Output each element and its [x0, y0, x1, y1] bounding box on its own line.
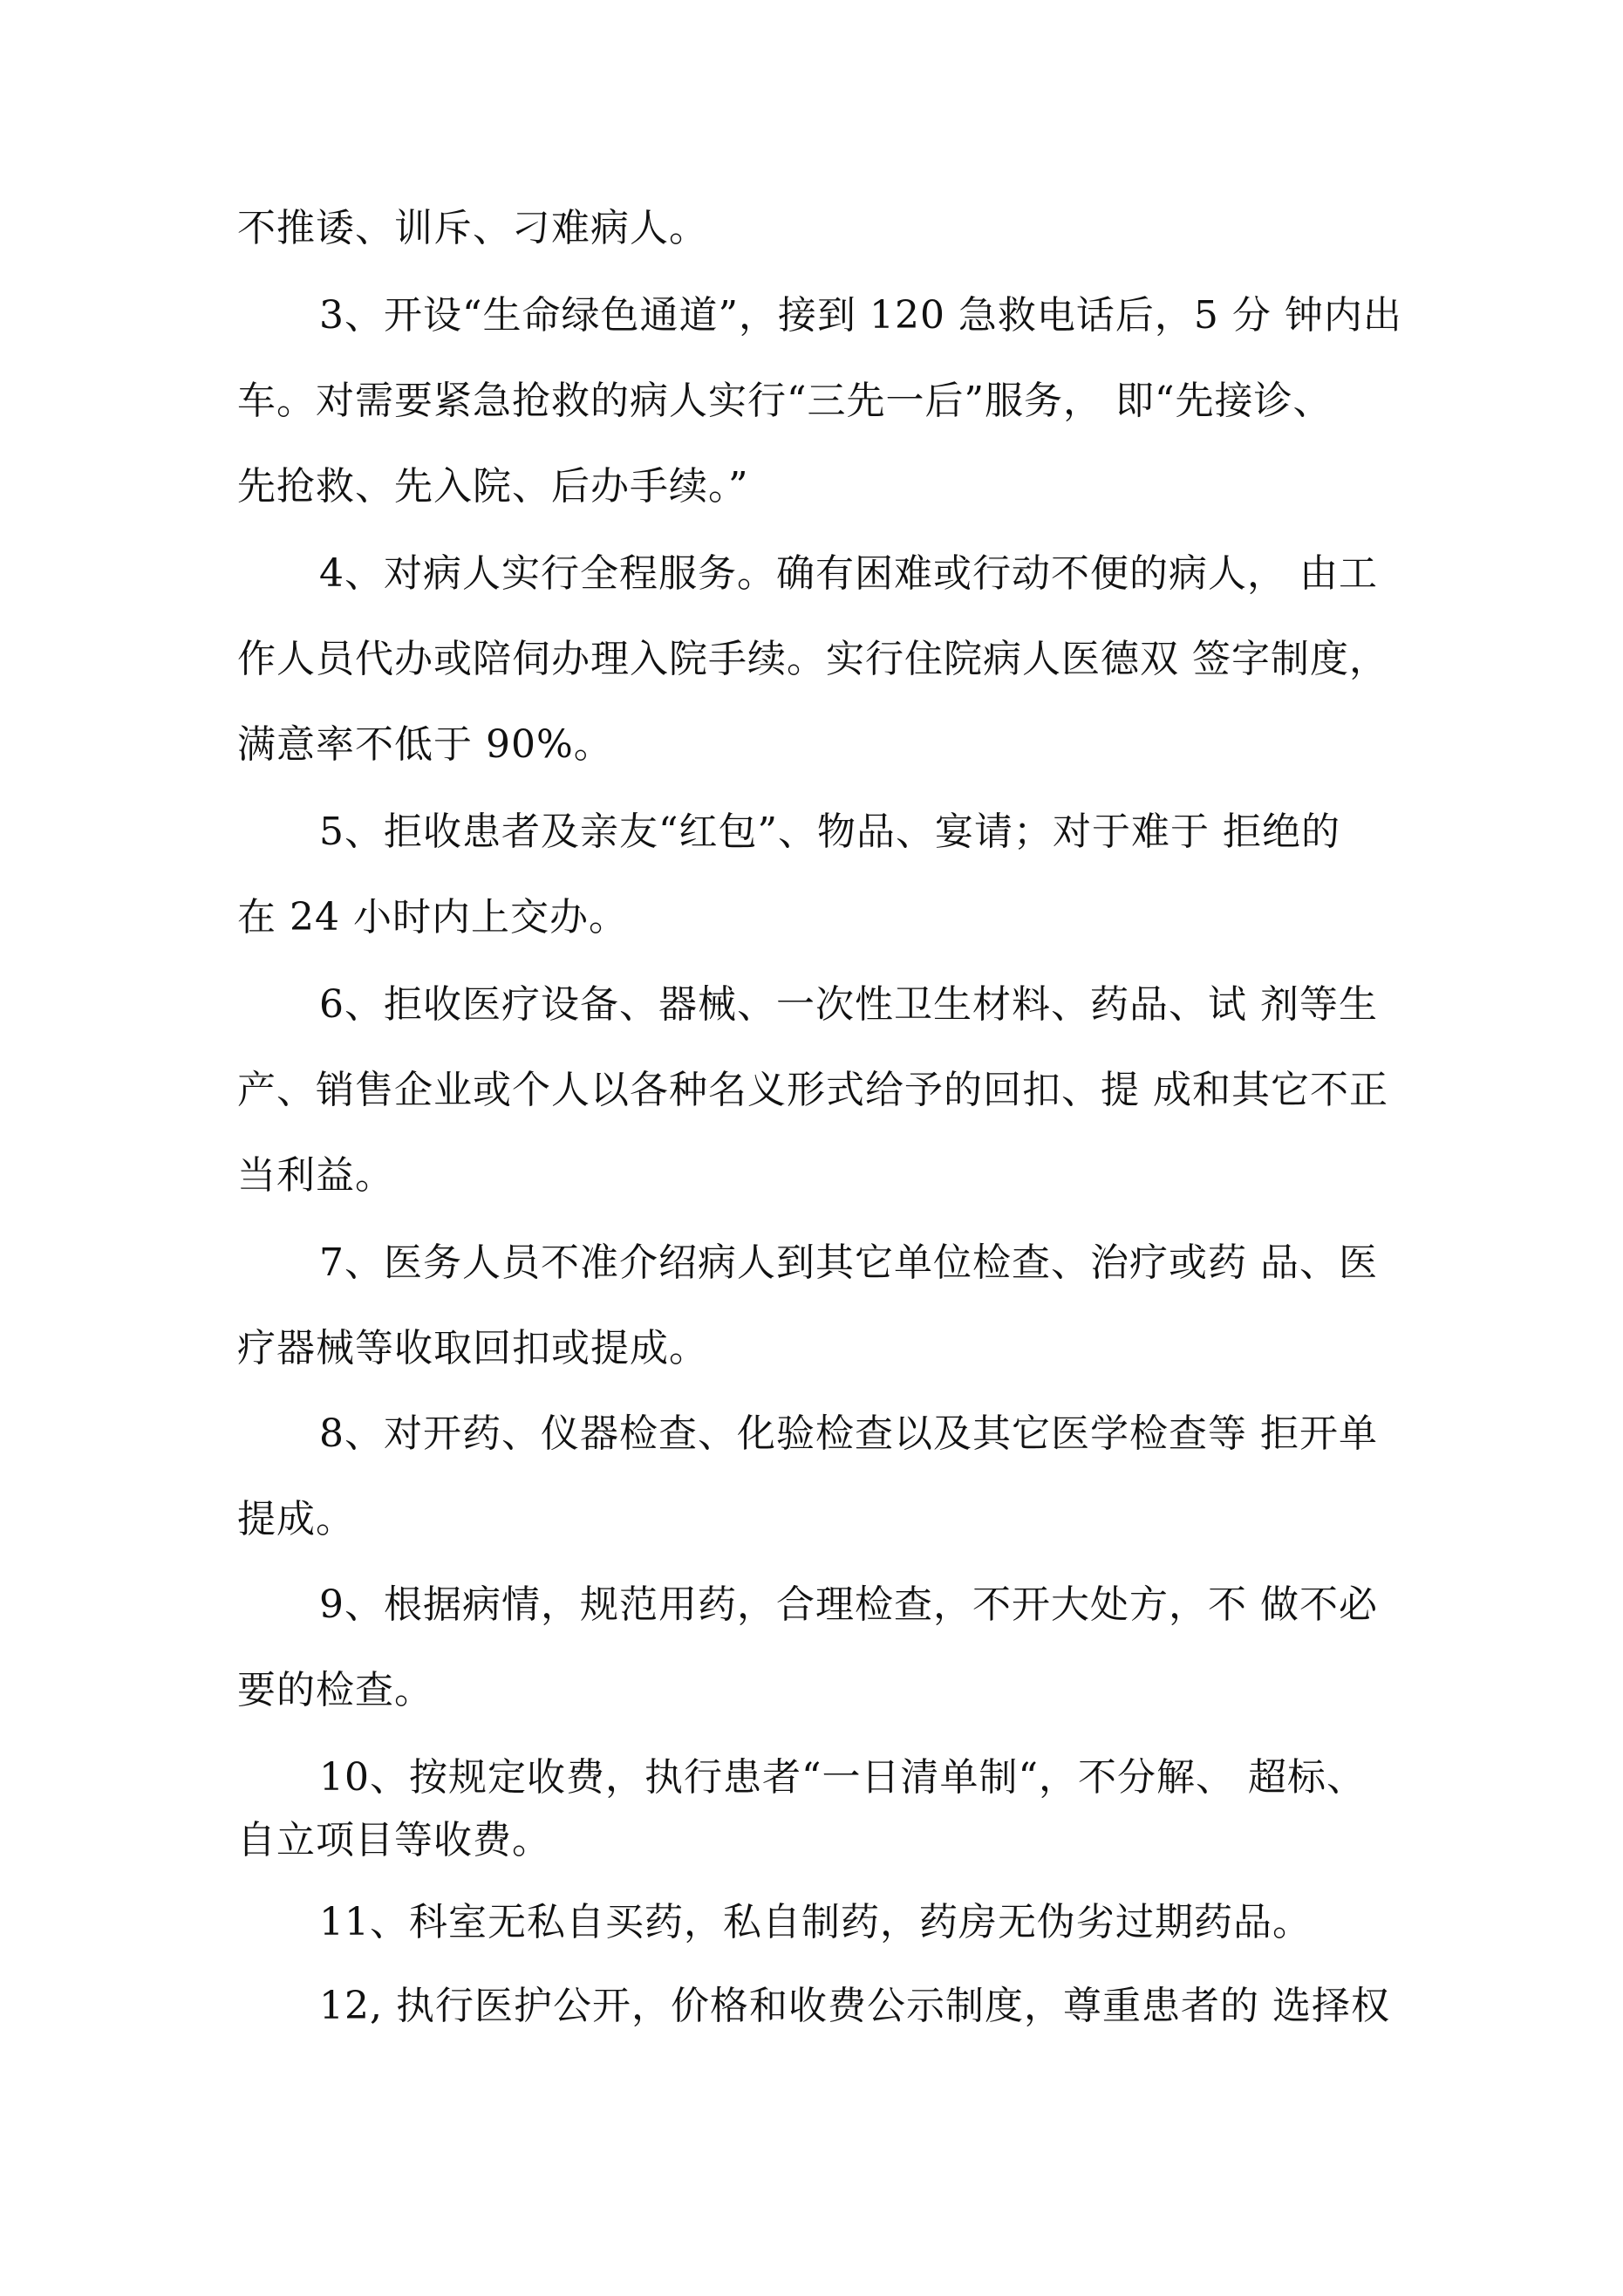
text-line: 7、医务人员不准介绍病人到其它单位检查、治疗或药 品、医: [319, 1240, 1378, 1285]
text-line: 5、拒收患者及亲友“红包”、物品、宴请；对于难于 拒绝的: [319, 810, 1340, 854]
text-line: 不推诿、训斥、刁难病人。: [237, 206, 708, 250]
text-line: 4、对病人实行全程服务。确有困难或行动不便的病人， 由工: [319, 551, 1378, 596]
text-line: 9、根据病情，规范用药，合理检查，不开大处方，不 做不必: [319, 1582, 1378, 1627]
text-line: 提成。: [237, 1497, 355, 1541]
text-line: 11、科室无私自买药，私自制药，药房无伪劣过期药品。: [319, 1900, 1312, 1944]
text-line: 12, 执行医护公开，价格和收费公示制度，尊重患者的 选择权: [319, 1984, 1390, 2028]
text-line: 产、销售企业或个人以各种名义形式给予的回扣、提 成和其它不正: [237, 1068, 1388, 1112]
text-line: 要的检查。: [237, 1668, 433, 1712]
text-line: 自立项目等收费。: [237, 1818, 551, 1862]
text-line: 在 24 小时内上交办。: [237, 895, 628, 940]
text-line: 8、对开药、仪器检查、化验检查以及其它医学检查等 拒开单: [319, 1411, 1378, 1456]
text-line: 疗器械等收取回扣或提成。: [237, 1326, 708, 1370]
text-line: 3、开设“生命绿色通道”，接到 120 急救电话后，5 分 钟内出: [319, 293, 1402, 338]
text-line: 当利益。: [237, 1153, 394, 1198]
text-line: 6、拒收医疗设备、器械、一次性卫生材料、药品、试 剂等生: [319, 982, 1378, 1027]
text-line: 先抢救、先入院、后办手续。”: [237, 464, 749, 509]
text-line: 10、按规定收费，执行患者“一日清单制“，不分解、 超标、: [319, 1755, 1366, 1800]
text-line: 车。对需要紧急抢救的病人实行“三先一后”服务， 即“先接诊、: [237, 379, 1333, 423]
text-line: 作人员代办或陪伺办理入院手续。实行住院病人医德双 签字制度，: [237, 637, 1388, 681]
text-line: 满意率不低于 90%。: [237, 722, 613, 767]
